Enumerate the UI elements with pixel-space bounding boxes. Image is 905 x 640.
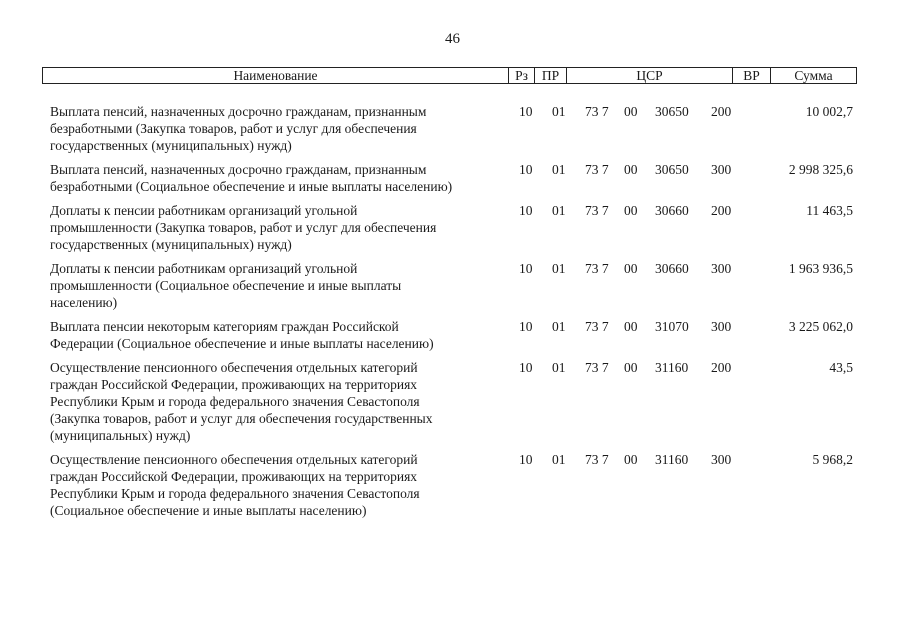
row-name-line: граждан Российской Федерации, проживающих на территориях xyxy=(50,469,418,484)
cell-csr-subprogram: 00 xyxy=(624,261,638,276)
table-row xyxy=(0,260,905,311)
table-row xyxy=(0,103,905,154)
row-name xyxy=(50,103,505,154)
cell-sum: 2 998 325,6 xyxy=(788,162,853,177)
cell-pr: 01 xyxy=(552,203,566,218)
row-name xyxy=(50,260,505,311)
row-name-line: граждан Российской Федерации, проживающих на территориях xyxy=(50,377,418,392)
table-row xyxy=(0,202,905,253)
header-csr: ЦСР xyxy=(567,68,733,83)
cell-rz: 10 xyxy=(519,203,533,218)
cell-pr: 01 xyxy=(552,452,566,467)
cell-sum: 5 968,2 xyxy=(812,452,853,467)
cell-sum: 43,5 xyxy=(829,360,853,375)
cell-csr-program: 73 7 xyxy=(585,162,609,177)
cell-csr-subprogram: 00 xyxy=(624,104,638,119)
cell-pr: 01 xyxy=(552,319,566,334)
cell-pr: 01 xyxy=(552,162,566,177)
header-rz: Рз xyxy=(509,68,535,83)
row-name xyxy=(50,161,505,195)
row-name-line: Выплата пенсий, назначенных досрочно гражданам, признанным xyxy=(50,104,427,119)
row-name-line: Выплата пенсии некоторым категориям граждан Российской xyxy=(50,319,399,334)
row-name xyxy=(50,202,505,253)
cell-csr-program: 73 7 xyxy=(585,360,609,375)
cell-rz: 10 xyxy=(519,452,533,467)
cell-csr-code: 30650 xyxy=(655,162,689,177)
cell-csr-subprogram: 00 xyxy=(624,162,638,177)
cell-csr-subprogram: 00 xyxy=(624,319,638,334)
row-name xyxy=(50,318,505,352)
cell-vr: 300 xyxy=(711,319,732,334)
row-name-line: Республики Крым и города федерального значения Севастополя xyxy=(50,394,420,409)
row-name-line: Выплата пенсий, назначенных досрочно гражданам, признанным xyxy=(50,162,427,177)
cell-csr-code: 31160 xyxy=(655,452,689,467)
cell-rz: 10 xyxy=(519,319,533,334)
cell-rz: 10 xyxy=(519,360,533,375)
row-name-line: промышленности (Социальное обеспечение и иные выплаты xyxy=(50,278,402,293)
page-number: 46 xyxy=(445,31,460,47)
cell-csr-subprogram: 00 xyxy=(624,203,638,218)
row-name-line: государственных (муниципальных) нужд) xyxy=(50,237,292,252)
header-pr: ПР xyxy=(535,68,567,83)
row-name-line: населению) xyxy=(50,295,118,310)
header-name: Наименование xyxy=(43,68,509,83)
table-row xyxy=(0,359,905,444)
table-row xyxy=(0,451,905,519)
table-row xyxy=(0,161,905,195)
table-row xyxy=(0,318,905,352)
cell-csr-code: 31160 xyxy=(655,360,689,375)
row-name-line: Доплаты к пенсии работникам организаций угольной xyxy=(50,261,358,276)
row-name-line: безработными (Закупка товаров, работ и услуг для обеспечения xyxy=(50,121,417,136)
cell-csr-program: 73 7 xyxy=(585,261,609,276)
table-body xyxy=(0,103,905,526)
cell-vr: 200 xyxy=(711,203,732,218)
cell-csr-program: 73 7 xyxy=(585,104,609,119)
row-name-line: (Социальное обеспечение и иные выплаты населению) xyxy=(50,503,367,518)
cell-pr: 01 xyxy=(552,261,566,276)
cell-sum: 3 225 062,0 xyxy=(788,319,853,334)
cell-rz: 10 xyxy=(519,162,533,177)
cell-rz: 10 xyxy=(519,104,533,119)
row-name xyxy=(50,359,505,444)
row-name-line: государственных (муниципальных) нужд) xyxy=(50,138,292,153)
cell-pr: 01 xyxy=(552,104,566,119)
cell-vr: 300 xyxy=(711,261,732,276)
row-name-line: Доплаты к пенсии работникам организаций угольной xyxy=(50,203,358,218)
cell-vr: 300 xyxy=(711,452,732,467)
cell-csr-code: 30660 xyxy=(655,203,689,218)
cell-csr-program: 73 7 xyxy=(585,452,609,467)
cell-csr-code: 30660 xyxy=(655,261,689,276)
row-name-line: (Закупка товаров, работ и услуг для обеспечения государственных xyxy=(50,411,433,426)
row-name xyxy=(50,451,505,519)
row-name-line: Осуществление пенсионного обеспечения отдельных категорий xyxy=(50,360,418,375)
row-name-line: безработными (Социальное обеспечение и иные выплаты населению) xyxy=(50,179,453,194)
cell-sum: 10 002,7 xyxy=(805,104,853,119)
table-header xyxy=(42,67,857,84)
cell-vr: 200 xyxy=(711,104,732,119)
row-name-line: (муниципальных) нужд) xyxy=(50,428,191,443)
cell-csr-subprogram: 00 xyxy=(624,452,638,467)
cell-rz: 10 xyxy=(519,261,533,276)
header-vr: ВР xyxy=(733,68,771,83)
cell-vr: 300 xyxy=(711,162,732,177)
cell-csr-subprogram: 00 xyxy=(624,360,638,375)
row-name-line: Осуществление пенсионного обеспечения отдельных категорий xyxy=(50,452,418,467)
header-sum: Сумма xyxy=(794,68,833,83)
row-name-line: Республики Крым и города федерального значения Севастополя xyxy=(50,486,420,501)
cell-sum: 11 463,5 xyxy=(806,203,853,218)
cell-sum: 1 963 936,5 xyxy=(788,261,853,276)
cell-csr-code: 31070 xyxy=(655,319,689,334)
cell-pr: 01 xyxy=(552,360,566,375)
row-name-line: промышленности (Закупка товаров, работ и услуг для обеспечения xyxy=(50,220,437,235)
cell-csr-program: 73 7 xyxy=(585,319,609,334)
cell-vr: 200 xyxy=(711,360,732,375)
row-name-line: Федерации (Социальное обеспечение и иные выплаты населению) xyxy=(50,336,434,351)
cell-csr-program: 73 7 xyxy=(585,203,609,218)
cell-csr-code: 30650 xyxy=(655,104,689,119)
